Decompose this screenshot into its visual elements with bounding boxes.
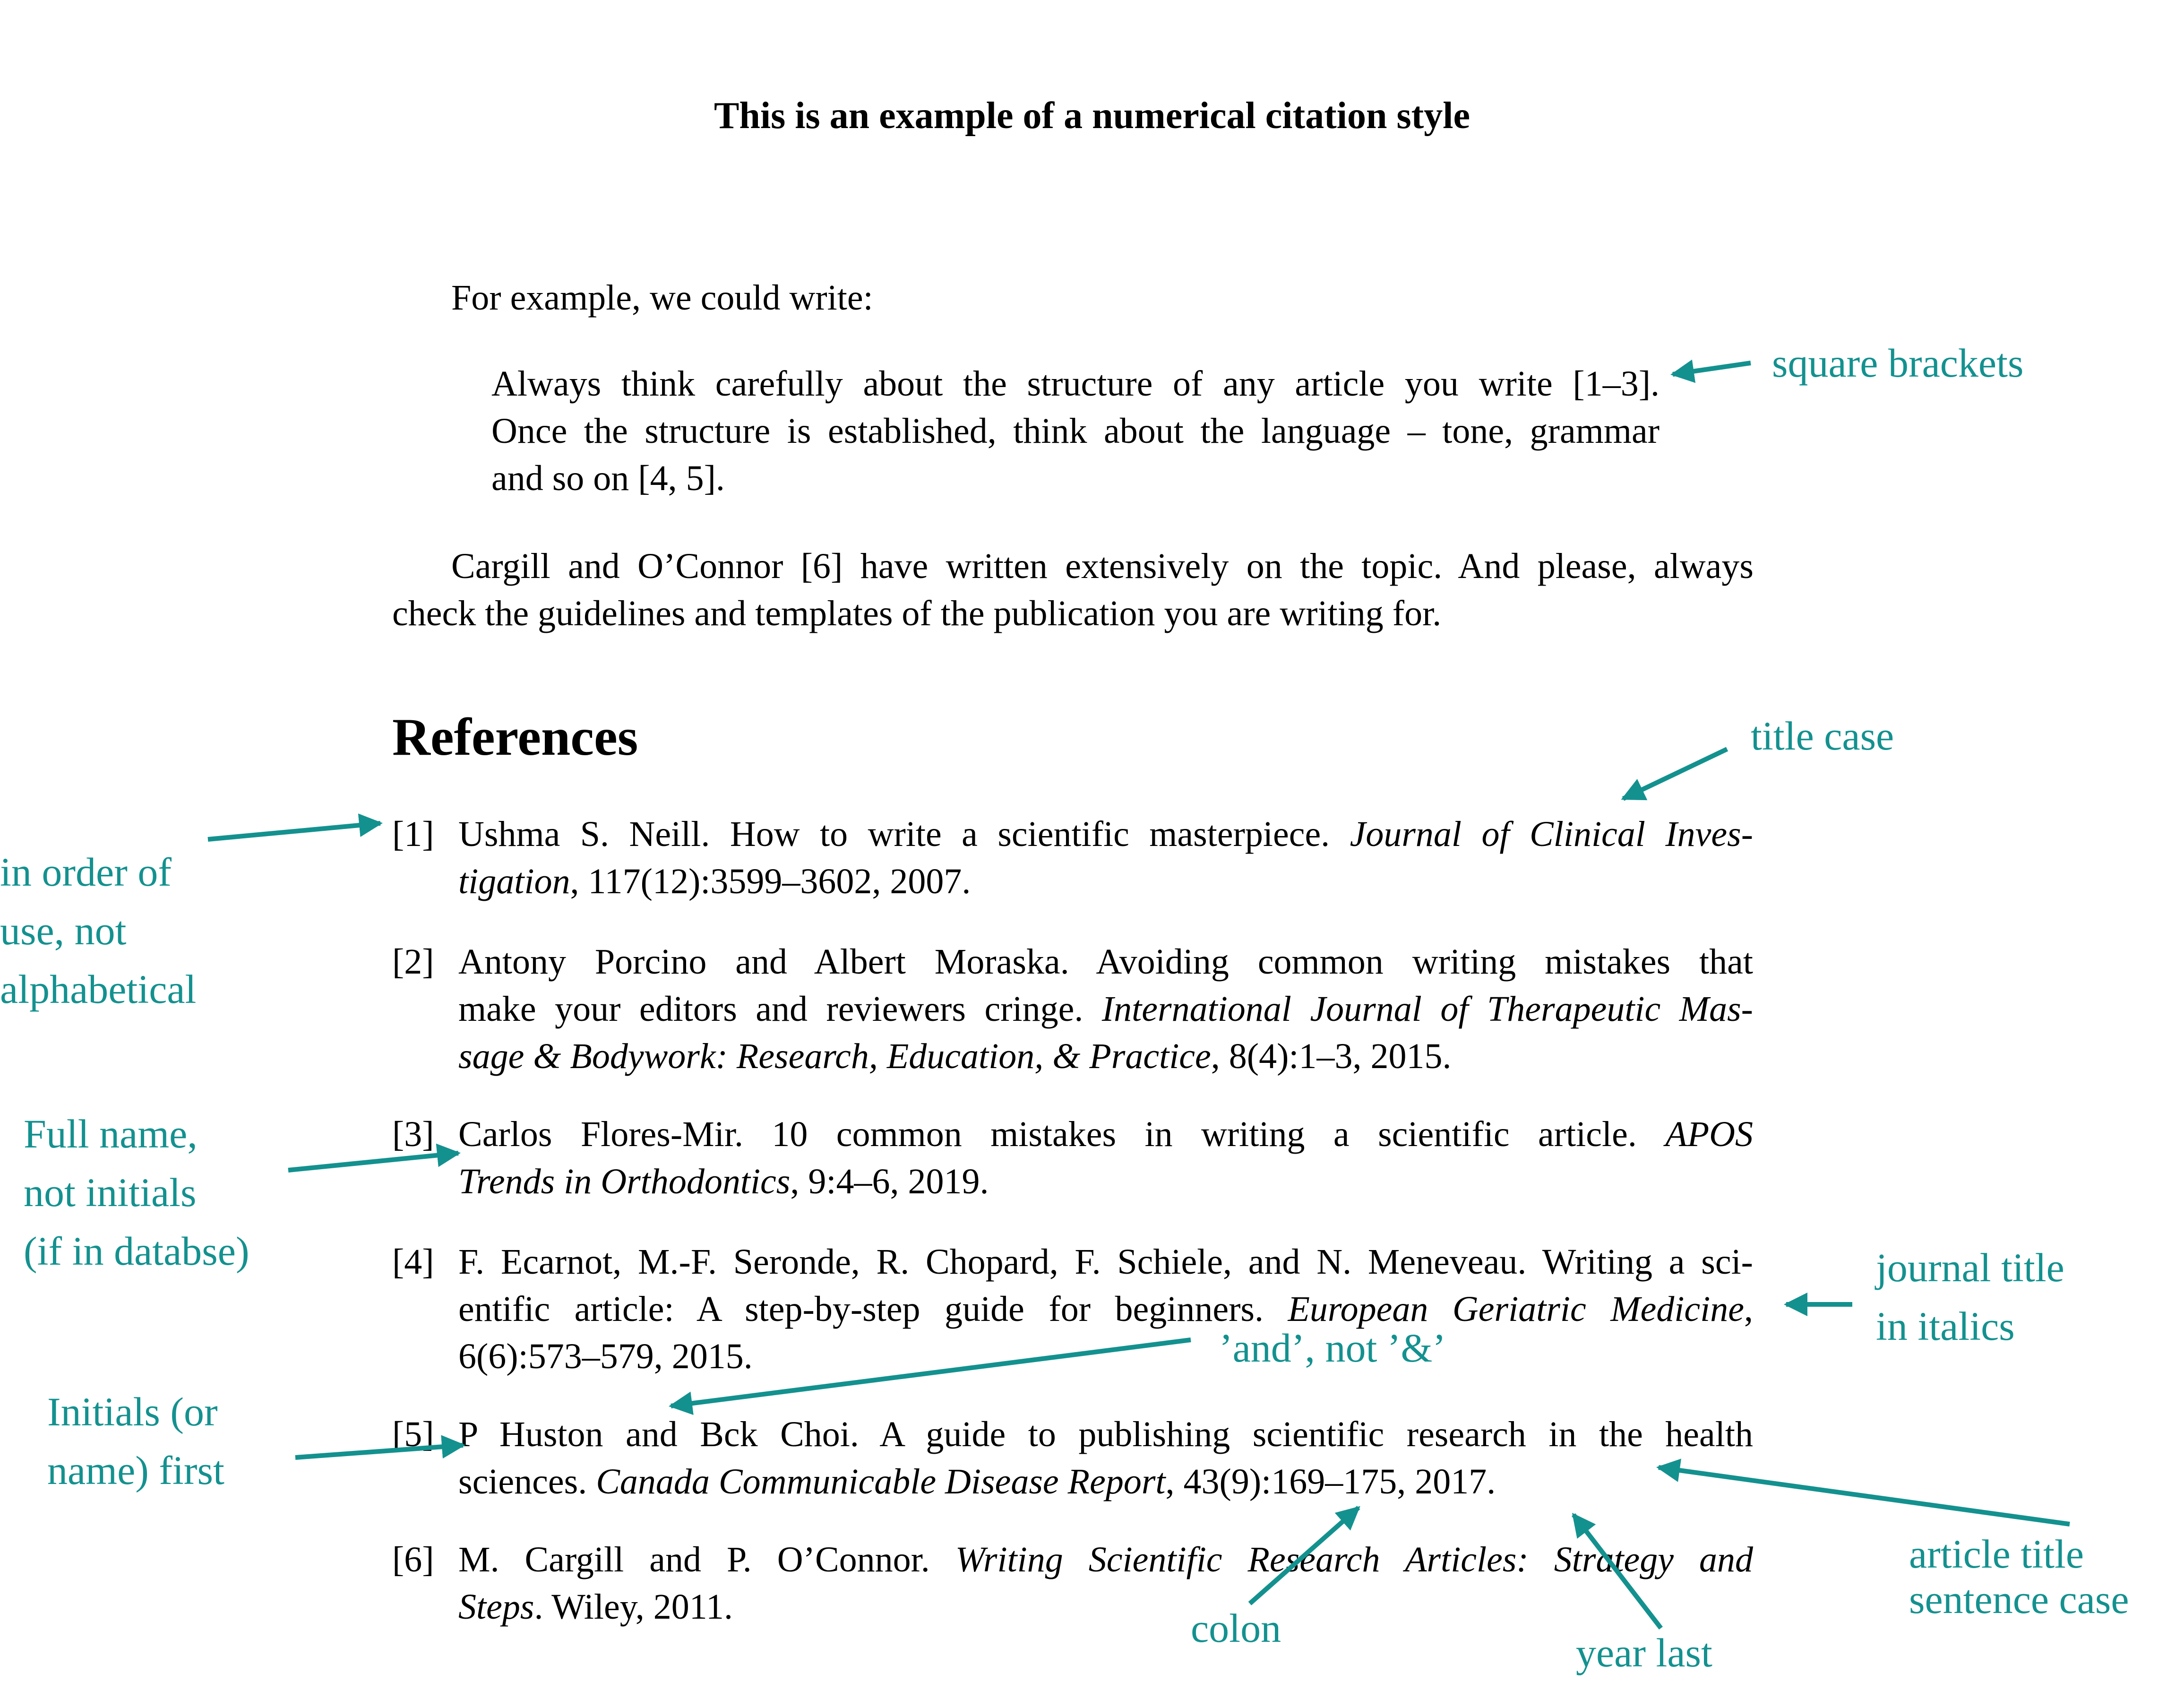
reference-4-journal: European Geriatric Medicine <box>1288 1289 1744 1329</box>
annotation-sentence-case-line-2: sentence case <box>1909 1577 2129 1622</box>
annotation-journal-italics-line-2: in italics <box>1876 1303 2015 1349</box>
reference-1-journal: Journal of Clinical Inves- <box>1350 814 1753 854</box>
arrow-colon <box>1250 1508 1359 1604</box>
annotation-title-case: title case <box>1751 713 1894 759</box>
quote-line-2: Once the structure is established, think about the language – tone, grammar <box>491 411 1659 451</box>
arrow-sentence-case <box>1659 1467 2070 1524</box>
reference-number: [5] <box>392 1415 434 1454</box>
reference-number: [2] <box>392 942 434 982</box>
annotation-journal-italics-line-1: journal title <box>1876 1245 2064 1290</box>
annotation-initials-first-line-2: name) first <box>47 1448 224 1493</box>
arrow-year-last <box>1574 1515 1661 1628</box>
reference-2-journal: sage & Bodywork: Research, Education, & Practice <box>458 1036 1211 1076</box>
reference-5-line-1: P Huston and Bck Choi. A guide to publishing scientific research in the health <box>458 1415 1753 1454</box>
reference-number: [3] <box>392 1114 434 1154</box>
reference-3-journal: Trends in Orthodontics <box>458 1162 791 1201</box>
arrow-initials-first <box>295 1445 463 1458</box>
reference-2-text: make your editors and reviewers cringe. <box>458 989 1102 1029</box>
quote-line-3: and so on [4, 5]. <box>491 458 725 498</box>
reference-1-details: , 117(12):3599–3602, 2007. <box>570 862 971 901</box>
annotation-full-name-line-2: not initials <box>24 1170 197 1215</box>
annotation-order-line-3: alphabetical <box>0 966 197 1012</box>
reference-2-line-1: Antony Porcino and Albert Moraska. Avoiding common writing mistakes that <box>458 942 1753 982</box>
reference-5-details: , 43(9):169–175, 2017. <box>1165 1462 1496 1501</box>
reference-4-comma: , <box>1744 1289 1753 1329</box>
quote-line-1: Always think carefully about the structure of any article you write [1–3]. <box>491 364 1659 404</box>
annotation-sentence-case-line-1: article title <box>1909 1531 2084 1577</box>
reference-1-text: Ushma S. Neill. How to write a scientific masterpiece. <box>458 814 1350 854</box>
reference-2-journal: International Journal of Therapeutic Mas- <box>1101 989 1753 1029</box>
reference-number: [4] <box>392 1242 434 1282</box>
arrow-title-case <box>1623 749 1727 799</box>
arrow-square-brackets <box>1673 363 1751 374</box>
reference-1-journal: tigation <box>458 862 570 901</box>
reference-3-text: Carlos Flores-Mir. 10 common mistakes in writing a scientific article. <box>458 1114 1666 1154</box>
reference-6-book-title: Writing Scientific Research Articles: Strategy and <box>955 1540 1753 1579</box>
reference-number: [1] <box>392 814 434 854</box>
paragraph-line-2: check the guidelines and templates of the publication you are writing for. <box>392 594 1442 633</box>
reference-5-text: sciences. <box>458 1462 596 1501</box>
annotation-order-line-2: use, not <box>0 908 127 953</box>
reference-number: [6] <box>392 1540 434 1579</box>
arrow-full-name <box>288 1153 458 1170</box>
reference-5-journal: Canada Communicable Disease Report <box>596 1462 1166 1501</box>
reference-3-journal: APOS <box>1665 1114 1753 1154</box>
arrow-and-not-ampersand <box>671 1340 1191 1406</box>
arrow-order <box>208 823 380 839</box>
reference-4-text: entific article: A step-by-step guide for beginners. <box>458 1289 1288 1329</box>
annotation-year-last: year last <box>1576 1630 1712 1675</box>
reference-6-book-title: Steps <box>458 1587 534 1627</box>
annotation-full-name-line-3: (if in databse) <box>24 1228 249 1274</box>
references-heading: References <box>392 708 638 767</box>
reference-4-line-1: F. Ecarnot, M.-F. Seronde, R. Chopard, F. Schiele, and N. Meneveau. Writing a sci- <box>458 1242 1753 1282</box>
reference-2-details: , 8(4):1–3, 2015. <box>1211 1036 1452 1076</box>
paragraph-line-1: Cargill and O’Connor [6] have written extensively on the topic. And please, always <box>451 546 1754 586</box>
reference-6-text: M. Cargill and P. O’Connor. <box>458 1540 955 1579</box>
page-title: This is an example of a numerical citation style <box>714 95 1470 137</box>
reference-3-details: , 9:4–6, 2019. <box>790 1162 989 1201</box>
annotation-and-not-ampersand: ’and’, not ’&’ <box>1219 1325 1446 1371</box>
annotation-order-line-1: in order of <box>0 849 172 895</box>
annotation-square-brackets: square brackets <box>1772 340 2024 386</box>
reference-6-details: . Wiley, 2011. <box>534 1587 733 1627</box>
annotation-colon: colon <box>1191 1605 1281 1651</box>
annotation-initials-first-line-1: Initials (or <box>47 1389 218 1434</box>
reference-4-line-3: 6(6):573–579, 2015. <box>458 1337 753 1376</box>
intro-text: For example, we could write: <box>451 278 873 318</box>
annotation-full-name-line-1: Full name, <box>24 1111 198 1156</box>
